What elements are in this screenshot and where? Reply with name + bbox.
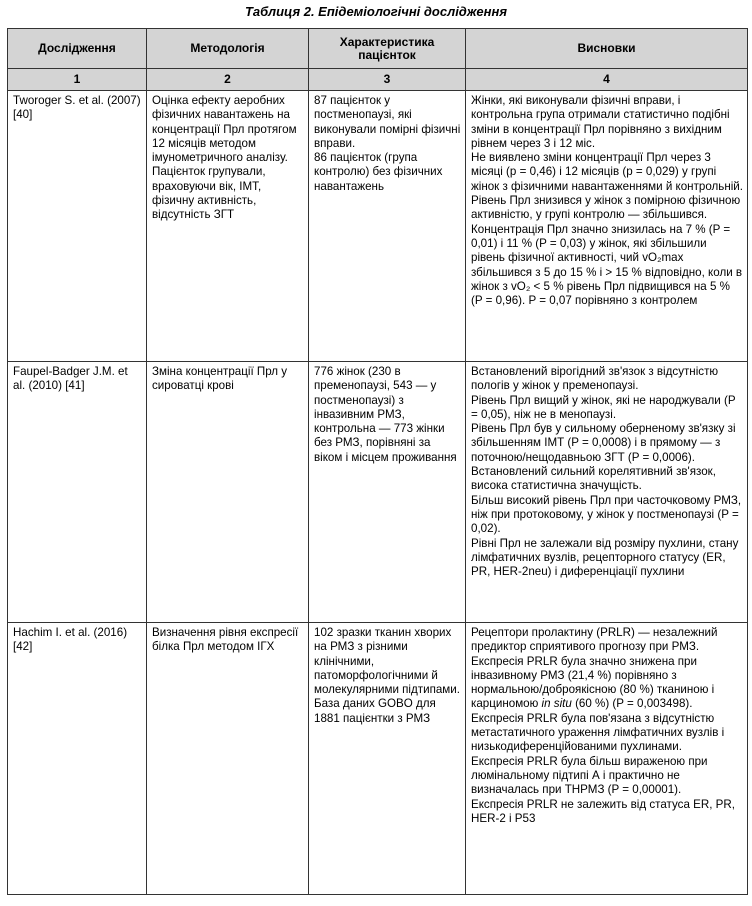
header-study: Дослідження: [8, 29, 147, 69]
conclusion-paragraph: Жінки, які виконували фізичні вправи, і контрольна група отримали статистично подібні зміни в концентрації Прл порівняно з вихідним рівнем через 3 і 12 міс.: [471, 94, 730, 150]
column-number-3: 3: [309, 69, 466, 91]
conclusion-paragraph: Рівень Прл знизився у жінок з помірною фізичною активністю, у групі контролю — збільшився. Концентрація Прл значно знизилась на 7 % (P = 0,01) і 11 % (P = 0,03) у жінок, які збільшили рівень фізичної активності, чий vO₂max збільшився з 5 до 15 % і > 15 % відповідно, коли в жінок з vO₂ < 5 % рівень Прл підвищився на 5 % (P = 0,96). P = 0,07 порівняно з контролем: [471, 194, 743, 308]
conclusions-cell: [466, 362, 748, 623]
conclusions-cell: [466, 91, 748, 362]
conclusion-italic-term: in situ: [541, 697, 572, 711]
patients-paragraph: 776 жінок (230 в пременопаузі, 543 — у постменопаузі) з інвазивним РМЗ, контрольна — 773 жінки без РМЗ, порівняні за віком і місцем проживання: [314, 365, 457, 464]
conclusion-paragraph: Більш високий рівень Прл при часточковому РМЗ, ніж при протоковому, у жінок у постменопаузі (P = 0,02).: [471, 493, 742, 536]
conclusion-paragraph: Рівні Прл не залежали від розміру пухлини, стану лімфатичних вузлів, рецепторного статусу (ER, PR, HER-2neu) і диференціації пухлини: [471, 536, 739, 579]
study-cell: Tworoger S. et al. (2007) [40]: [8, 91, 147, 362]
table-row: [8, 91, 748, 362]
patients-cell: [309, 623, 466, 895]
patients-cell: [309, 362, 466, 623]
conclusions-cell: [466, 623, 748, 895]
conclusion-text: (60 %) (P = 0,003498).: [571, 697, 693, 711]
table-row: [8, 362, 748, 623]
conclusion-paragraph: Експресія PRLR була пов'язана з відсутністю метастатичного ураження лімфатичних вузлів і низькодиференційованими пухлинами.: [471, 711, 725, 754]
table-row: [8, 623, 748, 895]
conclusion-paragraph: Рівень Прл вищий у жінок, які не народжували (P = 0,05), ніж не в менопаузі.: [471, 393, 736, 421]
header-patients: Характеристика пацієнток: [309, 29, 466, 69]
study-cell: Faupel-Badger J.M. et al. (2010) [41]: [8, 362, 147, 623]
study-cell: Hachim I. et al. (2016) [42]: [8, 623, 147, 895]
conclusion-paragraph: [471, 655, 743, 712]
column-number-2: 2: [147, 69, 309, 91]
conclusion-paragraph: Рецептори пролактину (PRLR) — незалежний предиктор сприятивого прогнозу при РМЗ.: [471, 626, 718, 654]
header-methodology: Методологія: [147, 29, 309, 69]
conclusion-paragraph: Не виявлено зміни концентрації Прл через 3 місяці (p = 0,46) і 12 місяців (p = 0,029) у групі жінок з фізичними навантаженнями й контрольній.: [471, 151, 744, 193]
conclusion-paragraph: Експресія PRLR не залежить від статуса ER, PR, HER-2 і P53: [471, 797, 735, 825]
method-cell: Зміна концентрації Прл у сироватці крові: [147, 362, 309, 623]
conclusion-paragraph: Рівень Прл був у сильному оберненому зв'язку зі збільшенням ІМТ (P = 0,0008) і в прямому — з поточною/нещодавньою ЗГТ (P = 0,0006).: [471, 422, 736, 464]
epidemiology-table: [7, 28, 748, 895]
patients-paragraph: 86 пацієнток (група контролю) без фізичних навантажень: [314, 151, 443, 193]
patients-paragraph: 87 пацієнток у постменопаузі, які виконували помірні фізичні вправи.: [314, 94, 461, 150]
column-number-1: 1: [8, 69, 147, 91]
column-number-4: 4: [466, 69, 748, 91]
conclusion-paragraph: Встановлений вірогідний зв'язок з відсутністю пологів у жінок у пременопаузі.: [471, 365, 719, 393]
header-conclusions: Висновки: [466, 29, 748, 69]
table-caption: Таблиця 2. Епідеміологічні дослідження: [244, 4, 508, 19]
method-cell: Оцінка ефекту аеробних фізичних навантажень на концентрації Прл протягом 12 місяців методом імунометричного аналізу. Пацієнток групували, враховуючи вік, ІМТ, фізичну активність, відсутність ЗГТ: [147, 91, 309, 362]
conclusion-paragraph: Експресія PRLR була більш вираженою при люмінальному підтипі А і практично не визначалась при ТНРМЗ (P = 0,00001).: [471, 754, 708, 797]
method-cell: Визначення рівня експресії білка Прл методом ІГХ: [147, 623, 309, 895]
patients-paragraph: 102 зразки тканин хворих на РМЗ з різними клінічними, патоморфологічними й молекулярними підтипами.: [314, 626, 460, 697]
patients-paragraph: База даних GOBO для 1881 пацієнтки з РМЗ: [314, 697, 436, 725]
conclusion-text: Експресія PRLR була значно знижена при інвазивному РМЗ (21,4 %) порівняно з нормальною/доброякісною (80 %) тканиною і карциномою: [471, 654, 715, 711]
patients-cell: [309, 91, 466, 362]
conclusion-paragraph: Встановлений сильний корелятивний зв'язок, висока статистична значущість.: [471, 465, 716, 493]
